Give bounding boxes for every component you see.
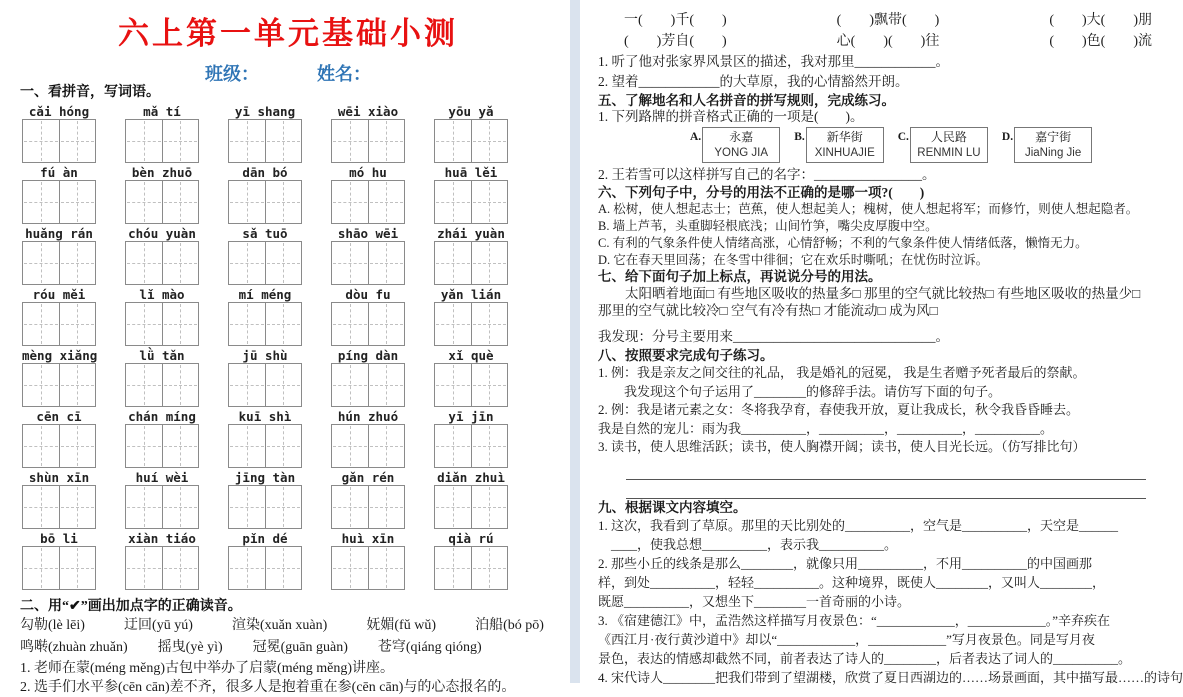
writing-cell [471, 547, 508, 589]
writing-grid-box [434, 485, 508, 529]
writing-cell [265, 303, 302, 345]
writing-cell [265, 120, 302, 162]
writing-cell [229, 364, 265, 406]
road-sign-letter: D. [1001, 131, 1014, 143]
pinyin-label: xǐ què [448, 348, 494, 363]
writing-cell [368, 242, 405, 284]
writing-cell [435, 547, 471, 589]
pinyin-label: shāo wēi [337, 226, 399, 241]
writing-cell [126, 242, 162, 284]
pinyin-word-cell [434, 531, 508, 590]
pinyin-word-cell [22, 531, 96, 590]
answer-blank-line [626, 480, 1146, 499]
writing-grid-box [22, 180, 96, 224]
pinyin-label: chán míng [128, 409, 196, 424]
road-sign-pinyin: XINHUAJIE [814, 147, 875, 159]
writing-grid-box [125, 302, 199, 346]
pinyin-word-cell [125, 165, 199, 224]
pinyin-label: jū shù [242, 348, 288, 363]
writing-grid-box [228, 485, 302, 529]
writing-cell [471, 303, 508, 345]
writing-cell [23, 425, 59, 467]
pinyin-word-cell [125, 226, 199, 285]
page-title: 六上第一单元基础小测 [118, 16, 458, 51]
writing-grid-box [125, 546, 199, 590]
road-sign-name: 人民路 [930, 130, 967, 144]
writing-cell [265, 181, 302, 223]
pinyin-label: shùn xīn [28, 470, 90, 485]
pinyin-word-cell [125, 531, 199, 590]
pinyin-label: wēi xiào [337, 104, 399, 119]
road-sign-box [806, 127, 884, 163]
pinyin-word-cell [434, 104, 508, 163]
class-label: 班级： [205, 64, 259, 84]
pinyin-label: huǎng rán [25, 226, 93, 241]
writing-grid-box [434, 424, 508, 468]
writing-grid-box [331, 180, 405, 224]
pinyin-word-cell [22, 348, 96, 407]
class-name-line [20, 60, 556, 84]
section2-heading: 二、用“✔”画出加点字的正确读音。 [20, 599, 242, 614]
section9-line: ____，使我总想__________，表示我__________。 [598, 536, 898, 552]
writing-grid-box [434, 546, 508, 590]
section9-line: 4. 宋代诗人________把我们带到了望湖楼，欣赏了夏日西湖边的……场景画面，其中描写最……的诗句 [598, 669, 1183, 685]
writing-cell [23, 486, 59, 528]
pinyin-word-cell [22, 165, 96, 224]
road-sign-option [794, 127, 884, 165]
pinyin-label: jīng tàn [234, 470, 296, 485]
section1-heading: 一、看拼音，写词语。 [20, 85, 160, 100]
writing-grid-box [228, 546, 302, 590]
pinyin-label: lǜ tǎn [139, 348, 185, 363]
pinyin-grid-row [22, 348, 508, 407]
pinyin-word-cell [22, 226, 96, 285]
writing-cell [59, 425, 96, 467]
pinyin-word-cell [331, 287, 405, 346]
writing-grid-box [331, 119, 405, 163]
section5-question-1: 1. 下列路牌的拼音格式正确的一项是( )。 [598, 109, 864, 124]
pinyin-word-cell [434, 287, 508, 346]
writing-cell [471, 486, 508, 528]
pinyin-word-cell [22, 104, 96, 163]
writing-grid-box [22, 363, 96, 407]
section6-option: C. 有利的气象条件使人情绪高涨，心情舒畅；不利的气象条件使人情绪低落，懒惰无力。 [598, 236, 1088, 250]
writing-cell [332, 242, 368, 284]
pinyin-label: mèng xiǎng [22, 348, 98, 363]
writing-cell [162, 364, 199, 406]
pinyin-label: sǎ tuō [242, 226, 288, 241]
writing-cell [435, 303, 471, 345]
road-sign-box [910, 127, 988, 163]
section9-lines [598, 516, 1183, 687]
writing-cell [368, 547, 405, 589]
writing-cell [162, 120, 199, 162]
writing-cell [229, 303, 265, 345]
pinyin-label: róu měi [32, 287, 86, 302]
writing-cell [471, 181, 508, 223]
section9-line: 《西江月·夜行黄沙道中》却以“____________，____________”写月夜景色。同是写月夜 [598, 631, 1095, 647]
writing-cell [59, 120, 96, 162]
writing-grid-box [125, 485, 199, 529]
idiom-question-1: 1. 听了他对张家界风景区的描述，我对那里____________。 [598, 54, 949, 69]
section8-line: 我发现这个句子运用了________的修辞手法。请仿写下面的句子。 [598, 383, 1002, 399]
pinyin-label: mí méng [238, 287, 292, 302]
section5-heading: 五、了解地名和人名拼音的拼写规则，完成练习。 [598, 93, 895, 108]
writing-cell [59, 364, 96, 406]
writing-cell [435, 181, 471, 223]
section7-line-1: 太阳晒着地面□ 有些地区吸收的热量多□ 那里的空气就比较热□ 有些地区吸收的热量少□ [598, 286, 1141, 301]
word-pronunciation-item: 勾勒(lè lēi) [20, 618, 85, 633]
pinyin-label: kuī shì [238, 409, 292, 424]
pinyin-word-cell [125, 409, 199, 468]
road-sign-box [702, 127, 780, 163]
section9-line: 3. 《宿建德江》中，孟浩然这样描写月夜景色：“____________，____________。”辛弃疾在 [598, 612, 1111, 628]
writing-grid-box [125, 241, 199, 285]
section6-heading: 六、下列句子中，分号的用法不正确的是哪一项?( ) [598, 185, 925, 200]
pinyin-label: xiàn tiáo [128, 531, 196, 546]
section9-heading: 九、根据课文内容填空。 [598, 499, 747, 515]
writing-cell [471, 425, 508, 467]
section8-line: 2. 例：我是诸元素之女：冬将我孕育，春使我开放，夏让我成长，秋令我昏昏睡去。 [598, 402, 1080, 417]
writing-cell [332, 486, 368, 528]
writing-cell [332, 425, 368, 467]
writing-cell [229, 120, 265, 162]
writing-cell [368, 486, 405, 528]
pinyin-label: fú àn [40, 165, 78, 180]
section6-options [598, 201, 1154, 269]
pinyin-label: chóu yuàn [128, 226, 196, 241]
pinyin-word-cell [331, 531, 405, 590]
pinyin-word-cell [331, 165, 405, 224]
pinyin-label: qià rú [448, 531, 494, 546]
writing-cell [59, 547, 96, 589]
idiom-fill-item: 一( )千( ) [624, 13, 727, 28]
pinyin-label: pǐn dé [242, 531, 288, 546]
section8-line: 1. 例：我是亲友之间交往的礼品， 我是婚礼的冠冕， 我是生者赠予死者最后的祭献。 [598, 365, 1086, 380]
writing-grid-box [125, 119, 199, 163]
section6-option: D. 它在春天里回荡；在冬雪中徘徊；它在欢乐时嘶吼；在忧伤时泣诉。 [598, 253, 989, 267]
writing-cell [265, 547, 302, 589]
writing-grid-box [331, 302, 405, 346]
pinyin-word-cell [228, 104, 302, 163]
pinyin-grid-row [22, 165, 508, 224]
writing-cell [162, 303, 199, 345]
writing-cell [471, 364, 508, 406]
writing-cell [126, 303, 162, 345]
pinyin-label: yī jīn [448, 409, 494, 424]
pinyin-grid-row [22, 470, 508, 529]
pinyin-word-cell [434, 348, 508, 407]
writing-grid-box [228, 119, 302, 163]
pinyin-label: diǎn zhuì [437, 470, 505, 485]
road-sign-option [1002, 127, 1092, 165]
pinyin-word-cell [434, 165, 508, 224]
writing-cell [265, 425, 302, 467]
writing-grid-box [22, 302, 96, 346]
section6-option: B. 墙上芦苇，头重脚轻根底浅；山间竹笋，嘴尖皮厚腹中空。 [598, 219, 938, 233]
word-pronunciation-item: 冠冕(guān guàn) [252, 640, 348, 655]
writing-grid-box [434, 302, 508, 346]
section2-word-row-1 [20, 615, 556, 637]
pinyin-label: lǐ mào [139, 287, 185, 302]
word-pronunciation-item: 鸣啭(zhuàn zhuǎn) [20, 640, 128, 655]
pinyin-grid-row [22, 287, 508, 346]
writing-grid-box [228, 180, 302, 224]
pinyin-grid-row [22, 409, 508, 468]
section2-question-1: 1. 老师在蒙(méng měng)古包中举办了启蒙(méng měng)讲座。 [20, 661, 395, 676]
pinyin-word-cell [331, 348, 405, 407]
pinyin-word-cell [22, 409, 96, 468]
writing-grid-box [125, 363, 199, 407]
writing-cell [162, 486, 199, 528]
idiom-fill-item: ( )大( )朋 [1049, 13, 1152, 28]
section2-word-row-2 [20, 637, 556, 659]
pinyin-grid-row [22, 531, 508, 590]
pinyin-word-cell [228, 348, 302, 407]
pinyin-word-cell [331, 470, 405, 529]
pinyin-word-cell [228, 470, 302, 529]
writing-cell [59, 486, 96, 528]
writing-cell [162, 181, 199, 223]
writing-grid-box [434, 180, 508, 224]
writing-cell [162, 425, 199, 467]
road-sign-pinyin: YONG JIA [714, 147, 769, 159]
pinyin-label: dān bó [242, 165, 288, 180]
writing-cell [23, 303, 59, 345]
writing-cell [23, 364, 59, 406]
writing-cell [265, 242, 302, 284]
pinyin-word-cell [434, 226, 508, 285]
writing-cell [332, 364, 368, 406]
writing-cell [332, 303, 368, 345]
pinyin-writing-grid [20, 104, 556, 590]
section8-line: 3. 读书，使人思维活跃；读书，使人胸襟开阔；读书，使人目光长远。（仿写排比句） [598, 439, 1086, 454]
writing-cell [368, 425, 405, 467]
pinyin-word-cell [22, 287, 96, 346]
pinyin-label: cēn cī [36, 409, 82, 424]
road-sign-letter: C. [897, 131, 909, 143]
road-sign-pinyin: JiaNing Jie [1024, 147, 1082, 159]
road-sign-option [690, 127, 780, 165]
idiom-fill-item: 心( )( )往 [836, 34, 940, 49]
pinyin-word-cell [434, 470, 508, 529]
writing-cell [229, 425, 265, 467]
pinyin-word-cell [331, 226, 405, 285]
pinyin-word-cell [22, 470, 96, 529]
writing-cell [126, 547, 162, 589]
pinyin-word-cell [331, 104, 405, 163]
writing-cell [126, 486, 162, 528]
writing-cell [126, 364, 162, 406]
writing-grid-box [22, 546, 96, 590]
name-label: 姓名： [317, 64, 371, 84]
writing-cell [23, 242, 59, 284]
pinyin-label: hún zhuó [337, 409, 399, 424]
pinyin-word-cell [228, 287, 302, 346]
pinyin-word-cell [434, 409, 508, 468]
page-gap-divider [570, 0, 580, 683]
pinyin-label: mǎ tí [143, 104, 181, 119]
writing-grid-box [22, 241, 96, 285]
section5-question-2: 2. 王若雪可以这样拼写自己的名字：________________。 [598, 167, 936, 182]
writing-grid-box [125, 424, 199, 468]
section9-line: 1. 这次，我看到了草原。那里的天比别处的__________，空气是__________，天空是______ [598, 517, 1119, 533]
writing-grid-box [125, 180, 199, 224]
writing-cell [126, 181, 162, 223]
writing-cell [471, 120, 508, 162]
section7-heading: 七、给下面句子加上标点，再说说分号的用法。 [598, 269, 882, 284]
page-1 [0, 0, 570, 695]
section9-line: 2. 那些小丘的线条是那么________，就像只用__________，不用__________的中国画那 [598, 555, 1093, 571]
pinyin-label: zhái yuàn [437, 226, 505, 241]
writing-cell [368, 120, 405, 162]
pinyin-label: huì xīn [341, 531, 395, 546]
pinyin-word-cell [125, 287, 199, 346]
pinyin-label: huā lěi [444, 165, 498, 180]
writing-grid-box [434, 119, 508, 163]
writing-grid-box [331, 241, 405, 285]
writing-grid-box [228, 363, 302, 407]
writing-cell [126, 425, 162, 467]
writing-grid-box [331, 424, 405, 468]
writing-cell [332, 547, 368, 589]
writing-cell [59, 303, 96, 345]
writing-cell [435, 364, 471, 406]
writing-cell [332, 181, 368, 223]
pinyin-label: gǎn rén [341, 470, 395, 485]
writing-grid-box [228, 302, 302, 346]
writing-cell [162, 242, 199, 284]
pinyin-label: bō li [40, 531, 78, 546]
section9-line: 景色，表达的情感却截然不同，前者表达了诗人的________，后者表达了词人的__________。 [598, 650, 1132, 666]
pinyin-word-cell [331, 409, 405, 468]
writing-cell [435, 242, 471, 284]
writing-cell [435, 425, 471, 467]
word-pronunciation-item: 妩媚(fǔ wǔ) [366, 618, 436, 633]
writing-cell [265, 364, 302, 406]
writing-grid-box [331, 363, 405, 407]
road-sign-pinyin: RENMIN LU [917, 147, 981, 159]
pinyin-label: yǎn lián [440, 287, 502, 302]
pinyin-label: mó hu [349, 165, 387, 180]
section2-question-2: 2. 选手们水平参(cēn cān)差不齐，很多人是抱着重在参(cēn cān)与的心态报名的。 [20, 680, 516, 695]
road-sign-name: 新华街 [826, 130, 863, 144]
word-pronunciation-item: 迂回(yū yú) [124, 618, 193, 633]
section6-option: A. 松树，使人想起志士；芭蕉，使人想起美人；槐树，使人想起将军；而修竹，则使人想起隐者。 [598, 202, 1139, 216]
writing-cell [229, 242, 265, 284]
writing-cell [23, 120, 59, 162]
road-signs-row [690, 127, 1154, 165]
writing-cell [368, 303, 405, 345]
pinyin-label: yōu yǎ [448, 104, 494, 119]
writing-cell [23, 547, 59, 589]
pinyin-word-cell [228, 531, 302, 590]
page-2 [580, 0, 1183, 685]
pinyin-word-cell [125, 348, 199, 407]
writing-cell [162, 547, 199, 589]
word-pronunciation-item: 摇曳(yè yì) [157, 640, 223, 655]
writing-cell [59, 181, 96, 223]
pinyin-label: huí wèi [135, 470, 189, 485]
pinyin-label: píng dàn [337, 348, 399, 363]
pinyin-word-cell [125, 104, 199, 163]
writing-cell [23, 181, 59, 223]
word-pronunciation-item: 苍穹(qiáng qióng) [377, 640, 482, 655]
writing-cell [332, 120, 368, 162]
idiom-fill-item: ( )飘带( ) [836, 13, 940, 28]
idiom-question-2: 2. 望着____________的大草原，我的心情豁然开朗。 [598, 74, 909, 89]
road-sign-letter: A. [690, 131, 702, 143]
writing-cell [265, 486, 302, 528]
writing-cell [368, 181, 405, 223]
idiom-fill-item: ( )芳自( ) [624, 34, 727, 49]
word-pronunciation-item: 泊船(bó pō) [475, 618, 544, 633]
word-pronunciation-item: 渲染(xuǎn xuàn) [232, 618, 328, 633]
section9-line: 样，到处__________，轻轻__________。这种境界，既使人________，又叫人________， [598, 574, 1106, 590]
pinyin-label: cǎi hóng [28, 104, 90, 119]
pinyin-label: bèn zhuō [131, 165, 193, 180]
pinyin-label: yī shang [234, 104, 296, 119]
idiom-fill-row-1 [598, 10, 1154, 31]
road-sign-box [1014, 127, 1092, 163]
writing-grid-box [331, 485, 405, 529]
idiom-fill-row-2 [598, 31, 1154, 52]
pinyin-word-cell [125, 470, 199, 529]
pinyin-word-cell [228, 226, 302, 285]
writing-cell [368, 364, 405, 406]
writing-cell [229, 486, 265, 528]
pinyin-grid-row [22, 226, 508, 285]
writing-cell [229, 181, 265, 223]
writing-grid-box [434, 363, 508, 407]
writing-grid-box [22, 485, 96, 529]
road-sign-letter: B. [794, 131, 805, 143]
pinyin-word-cell [228, 165, 302, 224]
pinyin-word-cell [228, 409, 302, 468]
writing-cell [435, 120, 471, 162]
writing-cell [435, 486, 471, 528]
road-sign-name: 永嘉 [729, 130, 754, 144]
section9-line: 既愿__________，又想坐下________一首奇丽的小诗。 [598, 593, 911, 609]
writing-grid-box [22, 119, 96, 163]
pinyin-label: dòu fu [345, 287, 391, 302]
section8-heading: 八、按照要求完成句子练习。 [598, 348, 774, 363]
writing-cell [229, 547, 265, 589]
road-sign-option [898, 127, 988, 165]
answer-blank-line [626, 461, 1146, 480]
writing-grid-box [22, 424, 96, 468]
section7-line-2: 那里的空气就比较冷□ 空气有冷有热□ 才能流动□ 成为风□ [598, 303, 938, 318]
section7-discover-line: 我发现：分号主要用来______________________________。 [598, 329, 949, 344]
writing-grid-box [228, 424, 302, 468]
writing-grid-box [434, 241, 508, 285]
idiom-fill-item: ( )色( )流 [1049, 34, 1152, 49]
section8-line: 我是自然的宠儿：雨为我__________，__________，__________，__________。 [598, 420, 1054, 436]
writing-grid-box [228, 241, 302, 285]
pinyin-grid-row [22, 104, 508, 163]
writing-cell [471, 242, 508, 284]
writing-cell [59, 242, 96, 284]
writing-cell [126, 120, 162, 162]
section8-lines [598, 364, 1154, 457]
road-sign-name: 嘉宁街 [1035, 130, 1072, 144]
writing-grid-box [331, 546, 405, 590]
